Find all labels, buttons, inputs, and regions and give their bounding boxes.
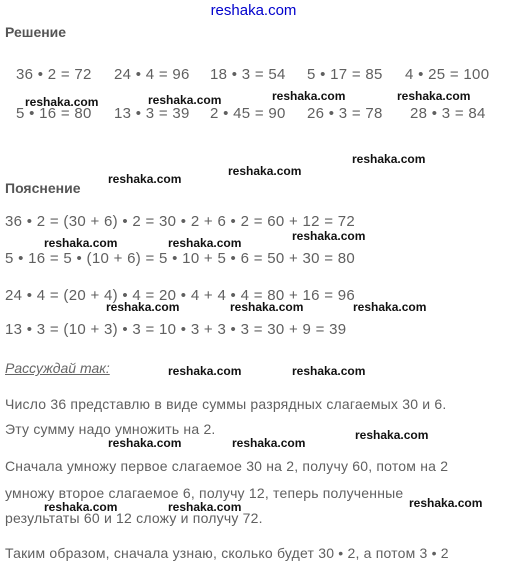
watermark: reshaka.com [168,364,242,378]
watermark: reshaka.com [352,152,426,166]
watermark: reshaka.com [44,500,118,514]
solution-cell: 2 • 45 = 90 [210,105,286,122]
solution-cell: 5 • 17 = 85 [307,66,383,83]
watermark: reshaka.com [108,172,182,186]
reason-label: Рассуждай так: [5,360,110,376]
watermark: reshaka.com [409,496,483,510]
reason-text-line: Таким образом, сначала узнаю, сколько будет 30 • 2, а потом 3 • 2 [5,545,449,561]
explanation-line: 13 • 3 = (10 + 3) • 3 = 10 • 3 + 3 • 3 = 30 + 9 = 39 [5,321,347,338]
explanation-line: 36 • 2 = (30 + 6) • 2 = 30 • 2 + 6 • 2 = 60 + 12 = 72 [5,213,356,230]
explanation-line: 5 • 16 = 5 • (10 + 6) = 5 • 10 + 5 • 6 = 50 + 30 = 80 [5,250,356,267]
solution-cell: 18 • 3 = 54 [210,66,286,83]
reason-text-line: Сначала умножу первое слагаемое 30 на 2, получу 60, потом на 2 [5,458,449,474]
watermark: reshaka.com [355,428,429,442]
reason-text-line: умножу второе слагаемое 6, получу 12, теперь полученные [5,485,404,501]
watermark: reshaka.com [108,436,182,450]
solution-cell: 28 • 3 = 84 [410,105,486,122]
explanation-heading: Пояснение [5,180,81,196]
watermark: reshaka.com [397,89,471,103]
reason-text-line: результаты 60 и 12 сложу и получу 72. [5,510,263,526]
solution-cell: 4 • 25 = 100 [405,66,490,83]
watermark: reshaka.com [272,89,346,103]
watermark: reshaka.com [44,236,118,250]
solution-cell: 13 • 3 = 39 [114,105,190,122]
reason-text-line: Число 36 представлю в виде суммы разрядных слагаемых 30 и 6. [5,396,447,412]
solution-heading: Решение [5,24,67,40]
watermark: reshaka.com [228,164,302,178]
watermark: reshaka.com [106,300,180,314]
watermark: reshaka.com [353,300,427,314]
reason-text-line: Эту сумму надо умножить на 2. [5,421,216,437]
solution-cell: 24 • 4 = 96 [114,66,190,83]
solution-cell: 26 • 3 = 78 [307,105,383,122]
solution-cell: 36 • 2 = 72 [16,66,92,83]
site-title[interactable]: reshaka.com [210,2,297,19]
watermark: reshaka.com [25,95,99,109]
watermark: reshaka.com [292,364,366,378]
watermark: reshaka.com [292,229,366,243]
explanation-line: 24 • 4 = (20 + 4) • 4 = 20 • 4 + 4 • 4 = 80 + 16 = 96 [5,287,356,304]
solution-cell: 5 • 16 = 80 [16,105,92,122]
watermark: reshaka.com [168,236,242,250]
watermark: reshaka.com [168,500,242,514]
watermark: reshaka.com [148,93,222,107]
watermark: reshaka.com [230,300,304,314]
watermark: reshaka.com [232,436,306,450]
